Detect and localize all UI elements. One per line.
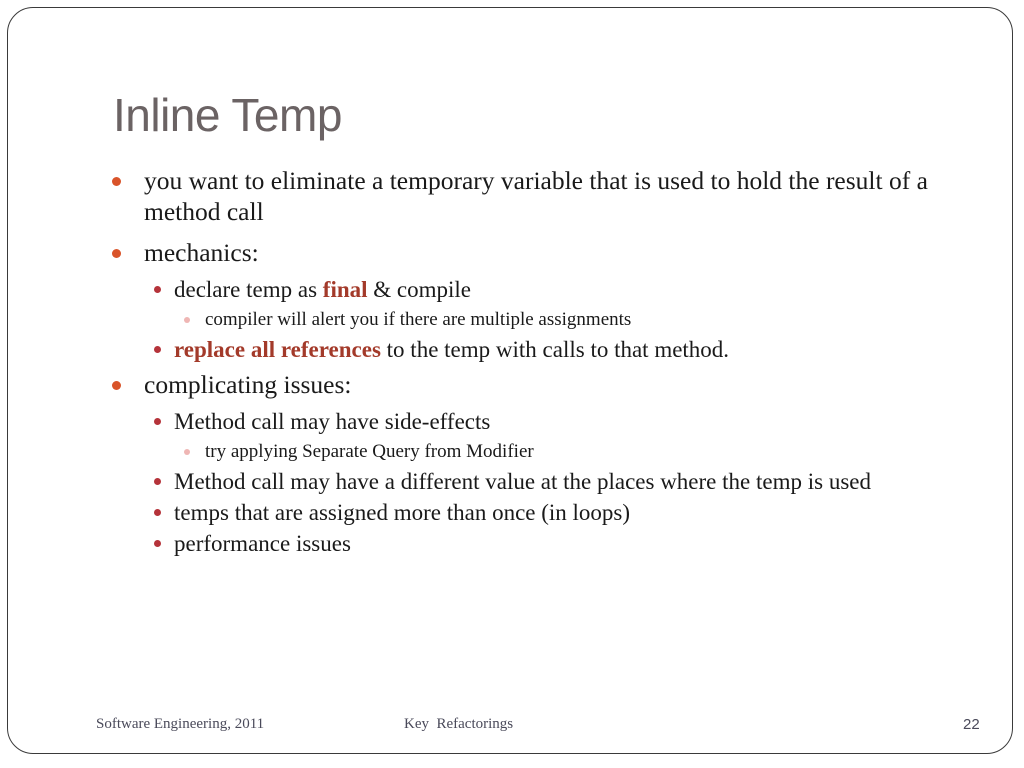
sub-sub-bullet-item [112, 439, 972, 465]
sub-bullet-item [112, 334, 972, 365]
sub-bullet-text-post: & compile [367, 277, 471, 302]
bullet-text: mechanics: [144, 238, 259, 267]
sub-bullet-dot-icon [154, 418, 161, 425]
bullet-item [112, 369, 972, 400]
sub-bullet-dot-icon [154, 478, 161, 485]
page-number: 22 [963, 716, 980, 733]
sub-sub-bullet-text: try applying Separate Query from Modifier [205, 441, 534, 462]
slide-title: Inline Temp [113, 89, 342, 141]
highlight-keyword-final: final [322, 277, 368, 302]
sub-bullet-item [112, 528, 972, 559]
sub-bullet-dot-icon [154, 286, 161, 293]
footer-course: Software Engineering, 2011 [96, 716, 265, 732]
sub-sub-bullet-item [112, 307, 972, 333]
sub-bullet-item [112, 274, 972, 305]
sub-bullet-item [112, 406, 972, 437]
bullet-dot-icon [112, 177, 121, 186]
bullet-text: you want to eliminate a temporary variable that is used to hold the result of a method call [144, 166, 928, 226]
bullet-dot-icon [112, 249, 121, 258]
sub-bullet-text: Method call may have side-effects [174, 409, 491, 434]
sub-bullet-text: temps that are assigned more than once (in loops) [174, 500, 631, 525]
sub-bullet-dot-icon [154, 346, 161, 353]
slide-body [112, 165, 972, 563]
sub-bullet-item [112, 497, 972, 528]
sub-bullet-text: Method call may have a different value at the places where the temp is used [174, 469, 871, 494]
sub-sub-bullet-dot-icon [184, 317, 190, 323]
sub-sub-bullet-text: compiler will alert you if there are multiple assignments [205, 309, 632, 330]
sub-bullet-item [112, 466, 972, 497]
sub-bullet-dot-icon [154, 540, 161, 547]
bullet-dot-icon [112, 381, 121, 390]
sub-sub-bullet-dot-icon [184, 449, 190, 455]
bullet-text: complicating issues: [144, 370, 352, 399]
highlight-replace-all-references: replace all references [174, 337, 381, 362]
bullet-item [112, 237, 972, 268]
sub-bullet-text-post: to the temp with calls to that method. [380, 337, 730, 362]
bullet-item [112, 165, 972, 227]
sub-bullet-dot-icon [154, 509, 161, 516]
sub-bullet-text: performance issues [174, 531, 351, 556]
footer-topic: Key Refactorings [404, 716, 514, 732]
sub-bullet-text-pre: declare temp as [174, 277, 323, 302]
